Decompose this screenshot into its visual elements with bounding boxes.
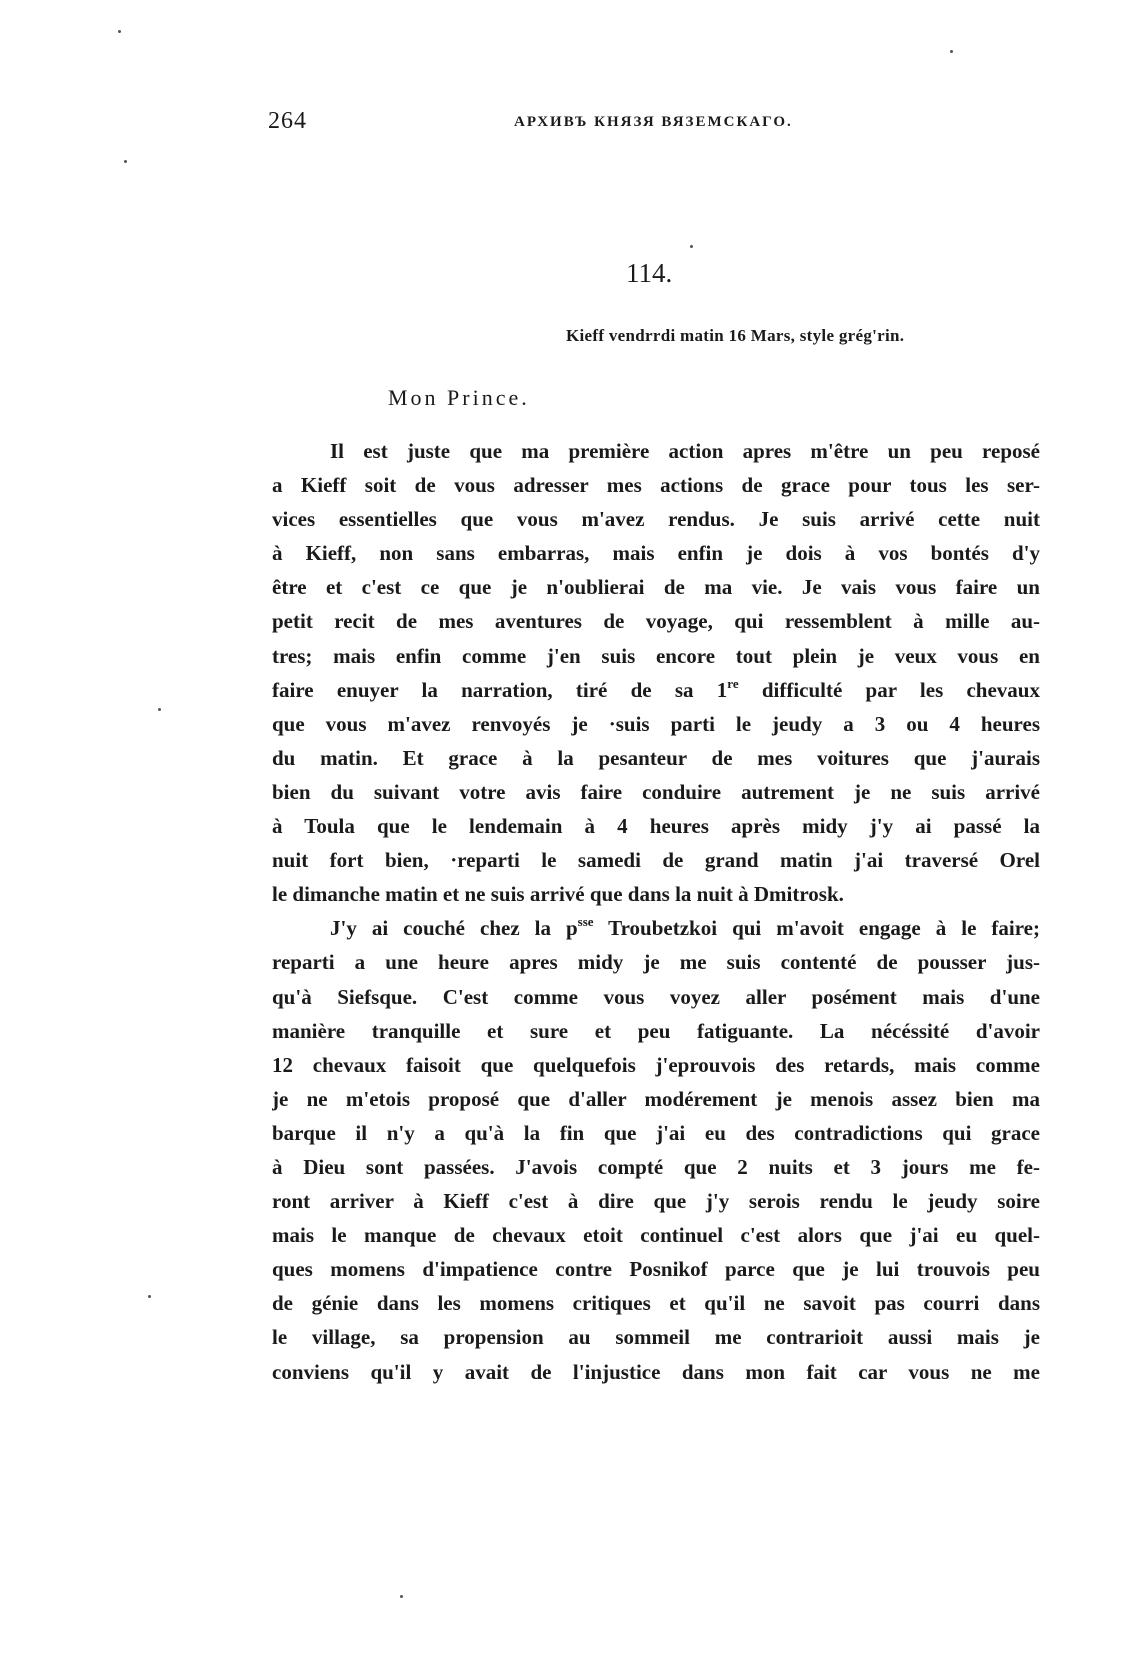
scan-speck <box>148 1295 151 1298</box>
text-line: à Toula que le lendemain à 4 heures après midy j'y ai passé la <box>272 814 1040 839</box>
text-line: du matin. Et grace à la pesanteur de mes voitures que j'aurais <box>272 745 1040 770</box>
superscript: re <box>727 675 739 691</box>
text-line: a Kieff soit de vous adresser mes actions de grace pour tous les ser- <box>272 473 1040 498</box>
text-line: qu'à Siefsque. C'est comme vous voyez aller posément mais d'une <box>272 984 1040 1009</box>
text-line: manière tranquille et sure et peu fatiguante. La nécéssité d'avoir <box>272 1018 1040 1043</box>
text-line: à Dieu sont passées. J'avois compté que 2 nuits et 3 jours me fe- <box>272 1154 1040 1179</box>
running-header <box>268 108 1040 148</box>
text-line: le village, sa propension au sommeil me contrarioit aussi mais je <box>272 1325 1040 1350</box>
letter-body <box>272 434 1040 1389</box>
letter-number: 114. <box>626 258 673 288</box>
superscript: sse <box>577 914 594 930</box>
scan-speck <box>118 30 121 33</box>
text-fragment: difficulté par les chevaux <box>738 677 1040 702</box>
scan-speck <box>950 50 953 53</box>
text-line: vices essentielles que vous m'avez rendus. Je suis arrivé cette nuit <box>272 507 1040 532</box>
text-line: conviens qu'il y avait de l'injustice dans mon fait car vous ne me <box>272 1359 1040 1384</box>
running-title: АРХИВЪ КНЯЗЯ ВЯЗЕМСКАГО. <box>514 114 793 130</box>
text-fragment: faire enuyer la narration, tiré de sa 1 <box>272 677 728 702</box>
salutation: Mon Prince. <box>388 385 530 410</box>
text-line: petit recit de mes aventures de voyage, qui ressemblent à mille au- <box>272 609 1040 634</box>
page-number: 264 <box>268 108 307 134</box>
text-line: ques momens d'impatience contre Posnikof parce que je lui trouvois peu <box>272 1257 1040 1282</box>
text-fragment: Troubetzkoi qui m'avoit engage à le faire; <box>593 916 1040 941</box>
text-line: bien du suivant votre avis faire conduire autrement je ne suis arrivé <box>272 779 1040 804</box>
scan-speck <box>400 1595 403 1598</box>
text-line: ront arriver à Kieff c'est à dire que j'y serois rendu le jeudy soire <box>272 1189 1040 1214</box>
scan-speck <box>124 160 127 163</box>
text-fragment: J'y ai couché chez la p <box>330 916 578 941</box>
text-line: je ne m'etois proposé que d'aller modérement je menois assez bien ma <box>272 1086 1040 1111</box>
text-line: barque il n'y a qu'à la fin que j'ai eu des contradictions qui grace <box>272 1120 1040 1145</box>
scan-speck <box>158 708 161 711</box>
text-line: nuit fort bien, ·reparti le samedi de grand matin j'ai traversé Orel <box>272 848 1040 873</box>
text-line: de génie dans les momens critiques et qu'il ne savoit pas courri dans <box>272 1291 1040 1316</box>
text-line: tres; mais enfin comme j'en suis encore tout plein je veux vous en <box>272 643 1040 668</box>
text-line: être et c'est ce que je n'oublierai de ma vie. Je vais vous faire un <box>272 575 1040 600</box>
text-line: mais le manque de chevaux etoit continuel c'est alors que j'ai eu quel- <box>272 1223 1040 1248</box>
scan-speck <box>690 245 693 248</box>
text-line: Il est juste que ma première action apres m'être un peu reposé <box>330 439 1040 463</box>
text-line <box>272 673 1040 707</box>
text-line: à Kieff, non sans embarras, mais enfin je dois à vos bontés d'y <box>272 541 1040 566</box>
text-line: 12 chevaux faisoit que quelquefois j'eprouvois des retards, mais comme <box>272 1052 1040 1077</box>
dateline: Kieff vendrrdi matin 16 Mars, style grég'rin. <box>566 326 905 345</box>
text-line: reparti a une heure apres midy je me suis contenté de pousser jus- <box>272 950 1040 975</box>
text-line: le dimanche matin et ne suis arrivé que dans la nuit à Dmitrosk. <box>272 882 844 907</box>
text-line <box>272 911 1040 945</box>
text-line: que vous m'avez renvoyés je ·suis parti le jeudy a 3 ou 4 heures <box>272 711 1040 736</box>
